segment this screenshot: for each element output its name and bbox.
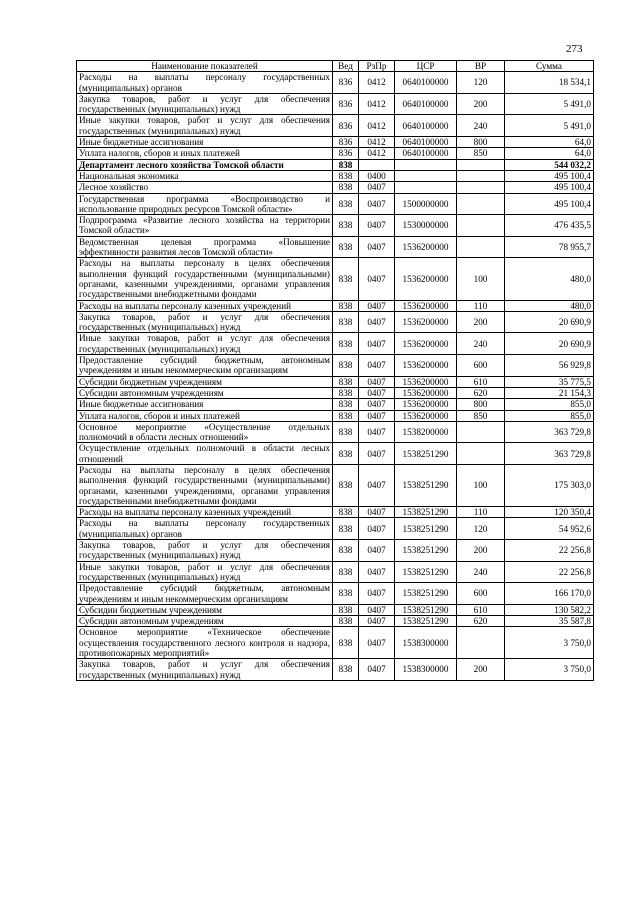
row-csr: 1538251290 xyxy=(395,507,457,518)
row-csr xyxy=(395,182,457,193)
row-name: Закупка товаров, работ и услуг для обеспечения государственных (муниципальных) нужд xyxy=(77,311,333,333)
table-row xyxy=(77,258,594,300)
row-sum: 22 256,8 xyxy=(505,561,594,583)
row-rzpr: 0407 xyxy=(359,604,395,615)
table-row xyxy=(77,376,594,387)
row-rzpr: 0407 xyxy=(359,540,395,562)
row-name: Расходы на выплаты персоналу государственных (муниципальных) органов xyxy=(77,518,333,540)
row-vr: 120 xyxy=(457,518,505,540)
row-rzpr: 0407 xyxy=(359,236,395,258)
table-row xyxy=(77,583,594,605)
row-vr: 600 xyxy=(457,355,505,377)
header-sum: Сумма xyxy=(505,61,594,72)
row-ved: 838 xyxy=(333,616,359,627)
row-csr: 1538300000 xyxy=(395,627,457,659)
row-name: Основное мероприятие «Осуществление отдельных полномочий в области лесных отношений» xyxy=(77,421,333,443)
row-csr: 1538300000 xyxy=(395,659,457,681)
row-csr: 1536200000 xyxy=(395,311,457,333)
row-ved: 836 xyxy=(333,137,359,148)
row-csr: 1538200000 xyxy=(395,421,457,443)
row-ved: 838 xyxy=(333,170,359,181)
table-row xyxy=(77,148,594,159)
row-ved: 838 xyxy=(333,507,359,518)
row-vr: 240 xyxy=(457,115,505,137)
row-rzpr: 0407 xyxy=(359,616,395,627)
row-sum: 480,0 xyxy=(505,300,594,311)
header-vr: ВР xyxy=(457,61,505,72)
row-ved: 838 xyxy=(333,659,359,681)
row-rzpr: 0407 xyxy=(359,443,395,465)
row-name: Иные закупки товаров, работ и услуг для обеспечения государственных (муниципальных) нужд xyxy=(77,333,333,355)
row-sum: 3 750,0 xyxy=(505,627,594,659)
table-row xyxy=(77,604,594,615)
row-ved: 838 xyxy=(333,193,359,215)
row-sum: 21 154,3 xyxy=(505,387,594,398)
row-csr: 0640100000 xyxy=(395,137,457,148)
row-sum: 20 690,9 xyxy=(505,311,594,333)
row-name: Предоставление субсидий бюджетным, автономным учреждениям и иным некоммерческим организациям xyxy=(77,583,333,605)
row-name: Основное мероприятие «Техническое обеспечение осуществления государственного лесного контроля и надзора, противопожарных мероприятий» xyxy=(77,627,333,659)
table-row xyxy=(77,215,594,237)
row-rzpr: 0407 xyxy=(359,193,395,215)
row-name: Закупка товаров, работ и услуг для обеспечения государственных (муниципальных) нужд xyxy=(77,659,333,681)
row-sum: 56 929,8 xyxy=(505,355,594,377)
header-name: Наименование показателей xyxy=(77,61,333,72)
row-sum: 22 256,8 xyxy=(505,540,594,562)
table-row xyxy=(77,421,594,443)
row-rzpr: 0407 xyxy=(359,561,395,583)
row-csr: 1538251290 xyxy=(395,604,457,615)
row-rzpr: 0407 xyxy=(359,355,395,377)
row-csr: 1538251290 xyxy=(395,540,457,562)
row-vr: 110 xyxy=(457,507,505,518)
row-name: Государственная программа «Воспроизводство и использование природных ресурсов Томской области» xyxy=(77,193,333,215)
row-ved: 838 xyxy=(333,399,359,410)
row-name: Иные закупки товаров, работ и услуг для обеспечения государственных (муниципальных) нужд xyxy=(77,115,333,137)
table-row xyxy=(77,236,594,258)
row-sum: 363 729,8 xyxy=(505,421,594,443)
row-name: Расходы на выплаты персоналу в целях обеспечения выполнения функций государственными (муниципальными) органами, казенными учреждениями, органами управления государственными внебюджетными фондами xyxy=(77,464,333,506)
row-ved: 838 xyxy=(333,355,359,377)
row-vr: 200 xyxy=(457,659,505,681)
row-csr: 1536200000 xyxy=(395,410,457,421)
table-row xyxy=(77,72,594,94)
row-vr: 800 xyxy=(457,399,505,410)
row-vr: 850 xyxy=(457,410,505,421)
row-csr: 1500000000 xyxy=(395,193,457,215)
row-vr: 100 xyxy=(457,464,505,506)
row-ved: 838 xyxy=(333,627,359,659)
row-csr xyxy=(395,159,457,170)
header-csr: ЦСР xyxy=(395,61,457,72)
table-row xyxy=(77,387,594,398)
row-ved: 838 xyxy=(333,215,359,237)
table-row xyxy=(77,333,594,355)
row-csr: 1536200000 xyxy=(395,399,457,410)
row-ved: 838 xyxy=(333,159,359,170)
row-ved: 838 xyxy=(333,604,359,615)
row-ved: 838 xyxy=(333,300,359,311)
row-sum: 20 690,9 xyxy=(505,333,594,355)
row-vr: 620 xyxy=(457,616,505,627)
row-name: Иные бюджетные ассигнования xyxy=(77,399,333,410)
row-vr: 100 xyxy=(457,258,505,300)
row-vr: 800 xyxy=(457,137,505,148)
row-ved: 836 xyxy=(333,115,359,137)
row-ved: 838 xyxy=(333,387,359,398)
row-name: Подпрограмма «Развитие лесного хозяйства на территории Томской области» xyxy=(77,215,333,237)
table-row xyxy=(77,193,594,215)
row-name: Лесное хозяйство xyxy=(77,182,333,193)
table-row xyxy=(77,300,594,311)
table-row xyxy=(77,616,594,627)
row-csr: 1536200000 xyxy=(395,258,457,300)
row-rzpr xyxy=(359,159,395,170)
row-rzpr: 0407 xyxy=(359,215,395,237)
row-sum: 855,0 xyxy=(505,399,594,410)
row-csr: 0640100000 xyxy=(395,72,457,94)
row-csr: 1538251290 xyxy=(395,464,457,506)
row-ved: 838 xyxy=(333,518,359,540)
row-vr xyxy=(457,236,505,258)
row-sum: 166 170,0 xyxy=(505,583,594,605)
header-rzpr: РзПр xyxy=(359,61,395,72)
table-row xyxy=(77,540,594,562)
row-name: Расходы на выплаты персоналу государственных (муниципальных) органов xyxy=(77,72,333,94)
row-rzpr: 0412 xyxy=(359,137,395,148)
row-name: Закупка товаров, работ и услуг для обеспечения государственных (муниципальных) нужд xyxy=(77,93,333,115)
row-vr xyxy=(457,193,505,215)
row-rzpr: 0412 xyxy=(359,93,395,115)
table-row xyxy=(77,170,594,181)
row-name: Расходы на выплаты персоналу в целях обеспечения выполнения функций государственными (муниципальными) органами, казенными учреждениями, органами управления государственными внебюджетными фондами xyxy=(77,258,333,300)
row-name: Департамент лесного хозяйства Томской области xyxy=(77,159,333,170)
row-ved: 836 xyxy=(333,72,359,94)
table-row xyxy=(77,311,594,333)
row-name: Субсидии бюджетным учреждениям xyxy=(77,604,333,615)
header-ved: Вед xyxy=(333,61,359,72)
row-vr xyxy=(457,182,505,193)
table-row xyxy=(77,182,594,193)
table-row xyxy=(77,464,594,506)
row-sum: 18 534,1 xyxy=(505,72,594,94)
row-rzpr: 0407 xyxy=(359,583,395,605)
row-csr: 1536200000 xyxy=(395,376,457,387)
table-row xyxy=(77,659,594,681)
row-csr: 0640100000 xyxy=(395,148,457,159)
row-vr xyxy=(457,421,505,443)
row-vr: 110 xyxy=(457,300,505,311)
table-row xyxy=(77,507,594,518)
row-csr: 0640100000 xyxy=(395,115,457,137)
row-ved: 838 xyxy=(333,540,359,562)
row-sum: 35 587,8 xyxy=(505,616,594,627)
row-vr xyxy=(457,443,505,465)
row-csr: 1536200000 xyxy=(395,300,457,311)
row-name: Иные закупки товаров, работ и услуг для обеспечения государственных (муниципальных) нужд xyxy=(77,561,333,583)
table-row xyxy=(77,115,594,137)
row-sum: 480,0 xyxy=(505,258,594,300)
row-csr xyxy=(395,170,457,181)
row-rzpr: 0407 xyxy=(359,182,395,193)
row-name: Иные бюджетные ассигнования xyxy=(77,137,333,148)
row-ved: 838 xyxy=(333,333,359,355)
table-row xyxy=(77,561,594,583)
row-ved: 836 xyxy=(333,148,359,159)
row-rzpr: 0407 xyxy=(359,421,395,443)
row-csr: 1538251290 xyxy=(395,616,457,627)
row-name: Предоставление субсидий бюджетным, автономным учреждениям и иным некоммерческим организациям xyxy=(77,355,333,377)
row-vr: 850 xyxy=(457,148,505,159)
row-rzpr: 0407 xyxy=(359,507,395,518)
row-name: Уплата налогов, сборов и иных платежей xyxy=(77,148,333,159)
row-sum: 5 491,0 xyxy=(505,93,594,115)
row-vr xyxy=(457,215,505,237)
row-csr: 1536200000 xyxy=(395,387,457,398)
row-vr: 610 xyxy=(457,376,505,387)
row-sum: 363 729,8 xyxy=(505,443,594,465)
row-sum: 5 491,0 xyxy=(505,115,594,137)
row-sum: 54 952,6 xyxy=(505,518,594,540)
row-sum: 495 100,4 xyxy=(505,170,594,181)
row-csr: 1530000000 xyxy=(395,215,457,237)
budget-table xyxy=(76,60,594,681)
table-body xyxy=(77,72,594,681)
row-rzpr: 0412 xyxy=(359,115,395,137)
row-name: Закупка товаров, работ и услуг для обеспечения государственных (муниципальных) нужд xyxy=(77,540,333,562)
row-csr: 1536200000 xyxy=(395,333,457,355)
row-ved: 838 xyxy=(333,311,359,333)
table-header xyxy=(77,61,594,72)
row-csr: 1538251290 xyxy=(395,583,457,605)
row-sum: 130 582,2 xyxy=(505,604,594,615)
table-row xyxy=(77,137,594,148)
row-rzpr: 0407 xyxy=(359,659,395,681)
row-ved: 838 xyxy=(333,182,359,193)
row-name: Субсидии бюджетным учреждениям xyxy=(77,376,333,387)
row-name: Ведомственная целевая программа «Повышение эффективности развития лесов Томской области» xyxy=(77,236,333,258)
row-vr xyxy=(457,159,505,170)
table-row xyxy=(77,443,594,465)
row-rzpr: 0407 xyxy=(359,300,395,311)
row-csr: 1538251290 xyxy=(395,561,457,583)
table-row xyxy=(77,159,594,170)
row-ved: 838 xyxy=(333,421,359,443)
row-vr: 200 xyxy=(457,540,505,562)
row-ved: 838 xyxy=(333,376,359,387)
row-vr: 200 xyxy=(457,311,505,333)
row-ved: 838 xyxy=(333,583,359,605)
row-csr: 0640100000 xyxy=(395,93,457,115)
row-rzpr: 0407 xyxy=(359,311,395,333)
row-name: Субсидии автономным учреждениям xyxy=(77,387,333,398)
row-vr: 620 xyxy=(457,387,505,398)
row-rzpr: 0407 xyxy=(359,464,395,506)
row-name: Осуществление отдельных полномочий в области лесных отношений xyxy=(77,443,333,465)
row-sum: 495 100,4 xyxy=(505,193,594,215)
row-csr: 1538251290 xyxy=(395,518,457,540)
row-ved: 838 xyxy=(333,258,359,300)
row-rzpr: 0407 xyxy=(359,410,395,421)
row-vr xyxy=(457,170,505,181)
row-csr: 1536200000 xyxy=(395,355,457,377)
row-sum: 855,0 xyxy=(505,410,594,421)
row-vr: 240 xyxy=(457,561,505,583)
page-number: 273 xyxy=(566,43,583,55)
row-ved: 838 xyxy=(333,236,359,258)
row-name: Расходы на выплаты персоналу казенных учреждений xyxy=(77,300,333,311)
row-name: Субсидии автономным учреждениям xyxy=(77,616,333,627)
row-rzpr: 0400 xyxy=(359,170,395,181)
row-csr: 1536200000 xyxy=(395,236,457,258)
row-ved: 838 xyxy=(333,443,359,465)
table-row xyxy=(77,355,594,377)
row-rzpr: 0407 xyxy=(359,627,395,659)
row-ved: 836 xyxy=(333,93,359,115)
row-rzpr: 0407 xyxy=(359,399,395,410)
row-sum: 64,0 xyxy=(505,148,594,159)
row-sum: 544 032,2 xyxy=(505,159,594,170)
row-vr: 610 xyxy=(457,604,505,615)
row-vr: 200 xyxy=(457,93,505,115)
row-ved: 838 xyxy=(333,561,359,583)
row-rzpr: 0407 xyxy=(359,376,395,387)
row-ved: 838 xyxy=(333,464,359,506)
row-vr: 240 xyxy=(457,333,505,355)
table-row xyxy=(77,399,594,410)
row-sum: 64,0 xyxy=(505,137,594,148)
row-rzpr: 0407 xyxy=(359,333,395,355)
row-sum: 3 750,0 xyxy=(505,659,594,681)
row-name: Расходы на выплаты персоналу казенных учреждений xyxy=(77,507,333,518)
row-vr xyxy=(457,627,505,659)
row-rzpr: 0407 xyxy=(359,387,395,398)
row-sum: 78 955,7 xyxy=(505,236,594,258)
row-rzpr: 0412 xyxy=(359,72,395,94)
row-name: Уплата налогов, сборов и иных платежей xyxy=(77,410,333,421)
row-rzpr: 0407 xyxy=(359,518,395,540)
row-vr: 120 xyxy=(457,72,505,94)
table-row xyxy=(77,518,594,540)
table-row xyxy=(77,627,594,659)
row-sum: 476 435,5 xyxy=(505,215,594,237)
row-sum: 120 350,4 xyxy=(505,507,594,518)
row-vr: 600 xyxy=(457,583,505,605)
table-row xyxy=(77,93,594,115)
row-sum: 175 303,0 xyxy=(505,464,594,506)
row-rzpr: 0407 xyxy=(359,258,395,300)
row-ved: 838 xyxy=(333,410,359,421)
row-sum: 35 775,5 xyxy=(505,376,594,387)
row-csr: 1538251290 xyxy=(395,443,457,465)
table-row xyxy=(77,410,594,421)
row-sum: 495 100,4 xyxy=(505,182,594,193)
row-rzpr: 0412 xyxy=(359,148,395,159)
row-name: Национальная экономика xyxy=(77,170,333,181)
